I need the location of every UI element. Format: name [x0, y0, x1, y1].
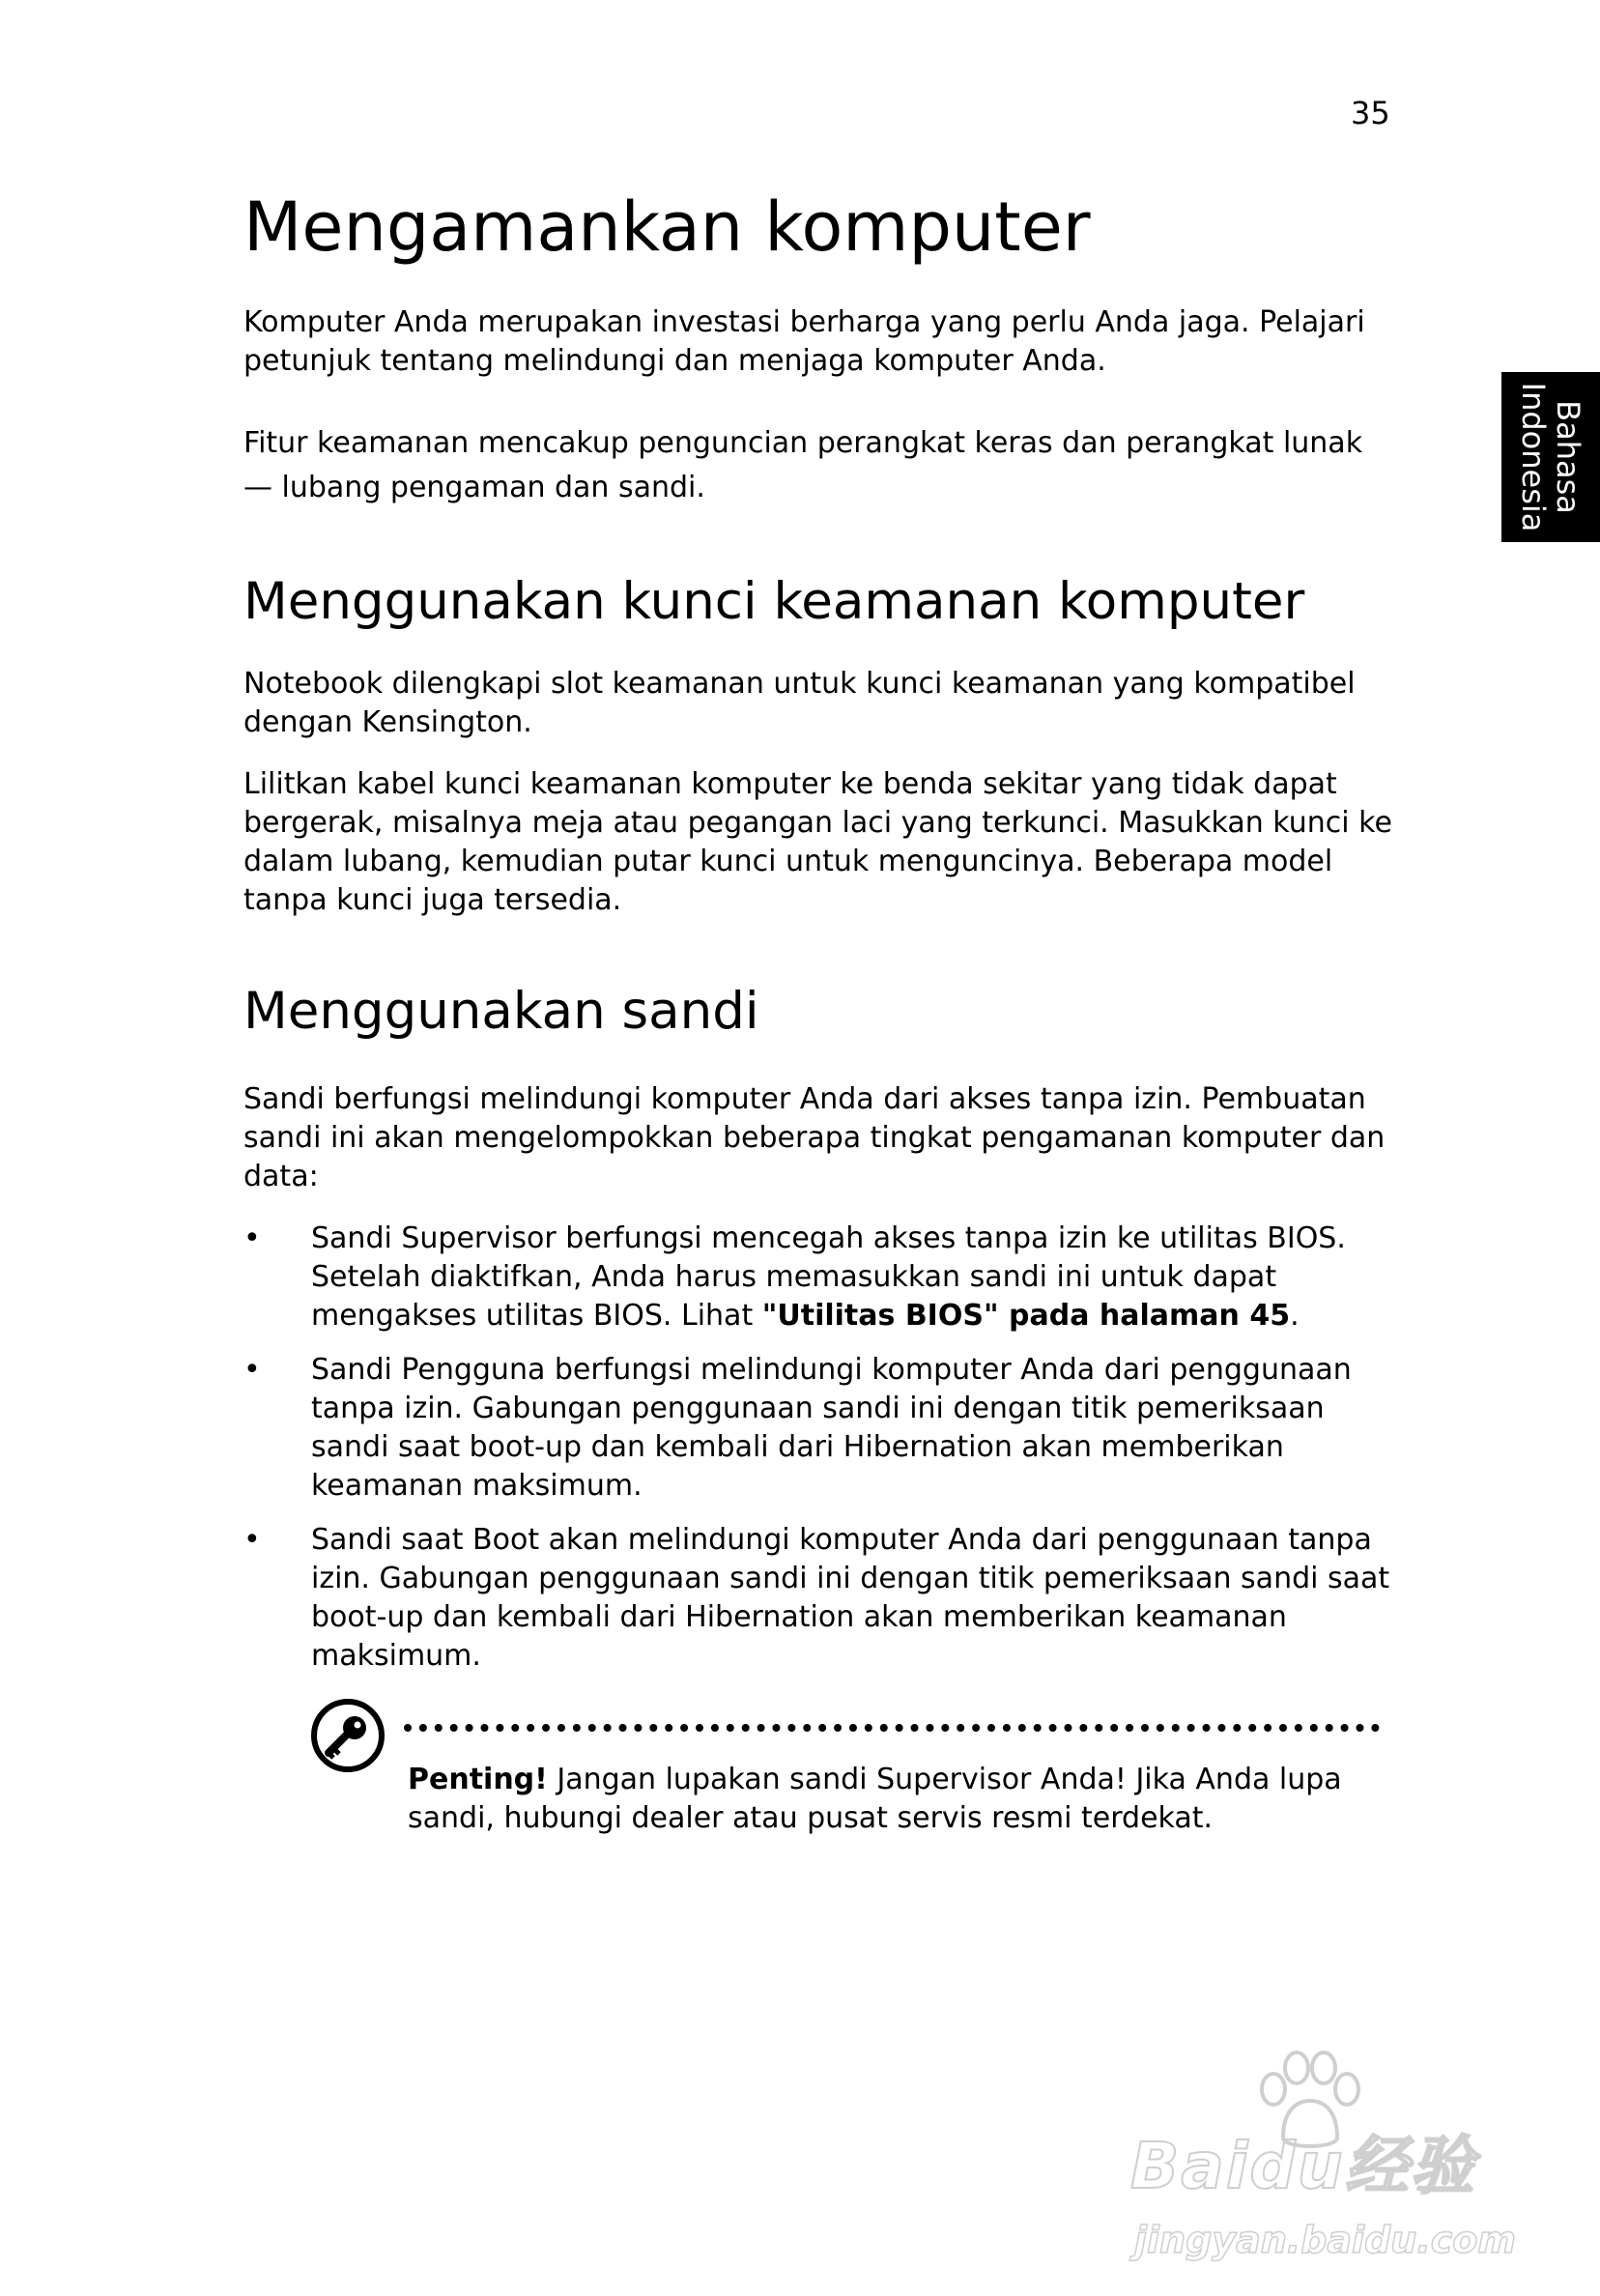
note-label: Penting!	[408, 1763, 548, 1796]
intro-paragraph-2: Fitur keamanan mencakup penguncian perangkat keras dan perangkat lunak — lubang pengaman dan sandi.	[243, 426, 1363, 504]
language-tab	[1501, 372, 1600, 542]
note-body: Jangan lupakan sandi Supervisor Anda! Jika Anda lupa sandi, hubungi dealer atau pusat servis resmi terdekat.	[408, 1763, 1342, 1835]
key-icon	[309, 1697, 386, 1774]
list-item	[243, 1521, 1393, 1676]
security-lock-paragraph-1: Notebook dilengkapi slot keamanan untuk kunci keamanan yang kompatibel dengan Kensington.	[243, 667, 1356, 739]
bullet-icon: •	[243, 1523, 261, 1557]
language-tab-line1: Bahasa	[1550, 400, 1586, 514]
bullet-icon: •	[243, 1221, 261, 1255]
list-item	[243, 1220, 1393, 1335]
section-heading-passwords: Menggunakan sandi	[243, 982, 759, 1041]
language-tab-label	[1516, 383, 1586, 532]
watermark-logo: Baidu经验	[1130, 2129, 1476, 2203]
note-text	[408, 1761, 1355, 1838]
list-item-text: Sandi Supervisor berfungsi mencegah akses tanpa izin ke utilitas BIOS. Setelah diaktifkan, Anda harus memasukkan sandi ini untuk dapat mengakses utilitas BIOS. Lihat	[311, 1221, 1346, 1333]
watermark-url: jingyan.baidu.com	[1134, 2219, 1516, 2261]
bullet-icon: •	[243, 1353, 261, 1387]
language-tab-line2: Indonesia	[1515, 382, 1552, 532]
list-item-text: Sandi saat Boot akan melindungi komputer Anda dari penggunaan tanpa izin. Gabungan penggunaan sandi ini dengan titik pemeriksaan sandi saat boot-up dan kembali dari Hibernation akan memberikan keamanan maksimum.	[311, 1523, 1390, 1673]
page-content	[243, 184, 1393, 1842]
page-number: 35	[1351, 95, 1390, 131]
watermark	[1130, 2049, 1517, 2281]
password-types-list	[243, 1220, 1393, 1676]
list-item-text: Sandi Pengguna berfungsi melindungi komputer Anda dari penggunaan tanpa izin. Gabungan penggunaan sandi ini dengan titik pemeriksaan sandi saat boot-up dan kembali dari Hibernation akan memberikan keamanan maksimum.	[311, 1353, 1352, 1503]
page-title: Mengamankan komputer	[243, 187, 1091, 267]
important-note	[309, 1697, 1393, 1842]
security-lock-paragraph-2: Lilitkan kabel kunci keamanan komputer ke benda sekitar yang tidak dapat bergerak, misalnya meja atau pegangan laci yang terkunci. Masukkan kunci ke dalam lubang, kemudian putar kunci untuk menguncinya. Beberapa model tanpa kunci juga tersedia.	[243, 767, 1392, 917]
list-item	[243, 1351, 1393, 1506]
intro-paragraph-1: Komputer Anda merupakan investasi berharga yang perlu Anda jaga. Pelajari petunjuk tentang melindungi dan menjaga komputer Anda.	[243, 305, 1365, 378]
note-divider	[404, 1724, 1380, 1732]
list-item-text-end: .	[1290, 1299, 1300, 1333]
passwords-paragraph: Sandi berfungsi melindungi komputer Anda dari akses tanpa izin. Pembuatan sandi ini akan mengelompokkan beberapa tingkat pengamanan komputer dan data:	[243, 1082, 1386, 1193]
section-heading-security-lock: Menggunakan kunci keamanan komputer	[243, 572, 1305, 631]
bios-utility-link[interactable]: "Utilitas BIOS" pada halaman 45	[761, 1299, 1291, 1333]
